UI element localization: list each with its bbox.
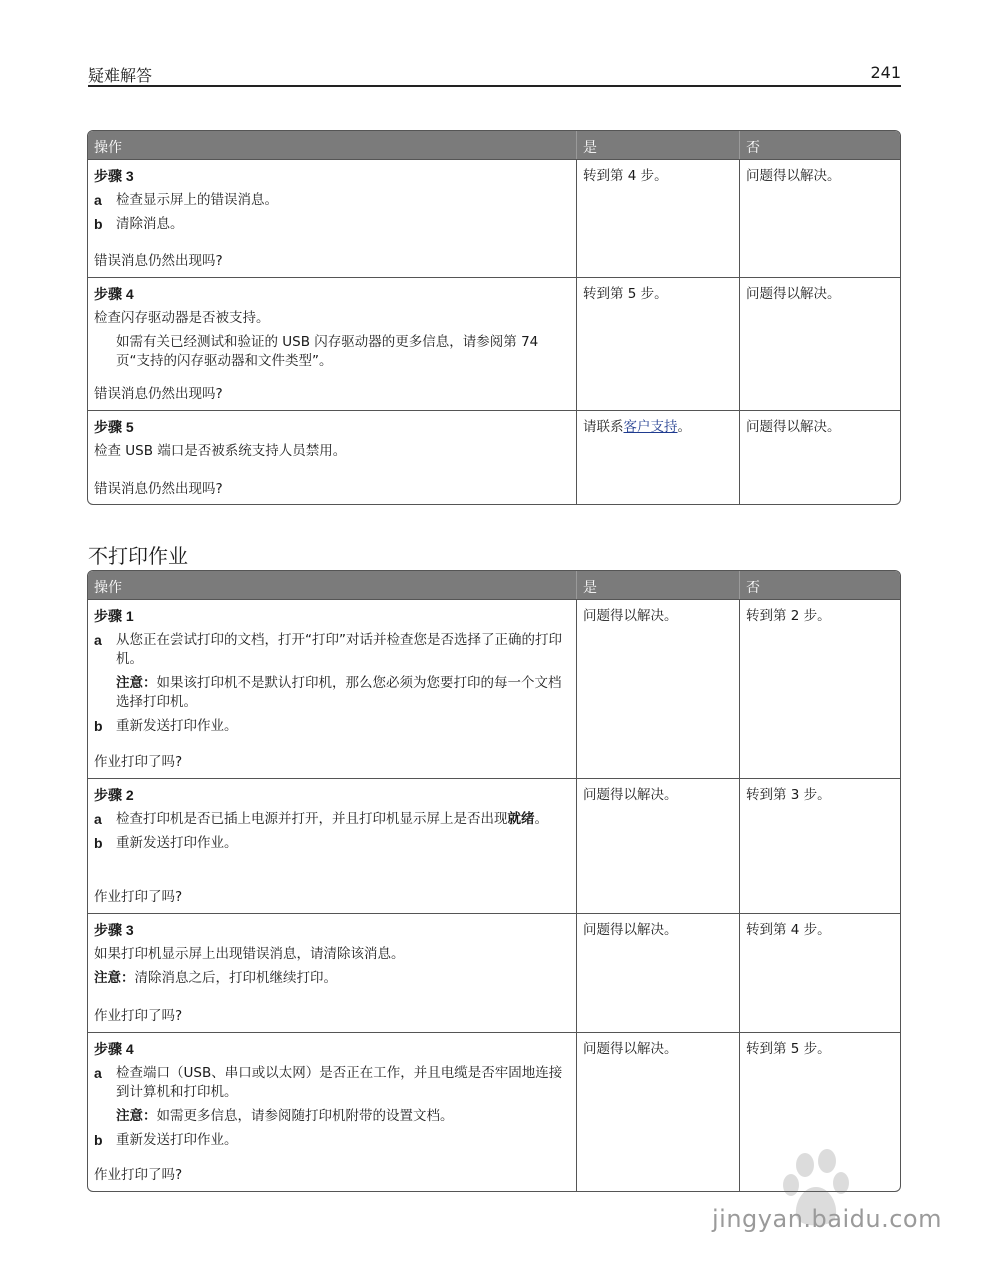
question: 错误消息仍然出现吗? — [94, 386, 223, 402]
instruction-text: 检查 USB 端口是否被系统支持人员禁用。 — [94, 443, 347, 459]
section-title: 不打印作业 — [88, 544, 188, 568]
instruction-text: 检查闪存驱动器是否被支持。 — [94, 310, 270, 326]
sub-step-b — [94, 834, 570, 853]
header-title: 疑难解答 — [88, 66, 153, 85]
yes-prefix: 请联系 — [583, 419, 624, 435]
note-text: 清除消息之后，打印机继续打印。 — [134, 970, 337, 986]
sub-step-b — [94, 1131, 570, 1150]
customer-support-link[interactable]: 客户支持 — [623, 419, 678, 435]
step-title: 步骤 3 — [94, 922, 134, 938]
action-cell — [88, 779, 577, 913]
sub-step-text — [116, 810, 570, 829]
table-header — [88, 131, 900, 159]
header-no: 否 — [746, 140, 760, 156]
ready-status-text: 就绪 — [507, 811, 535, 827]
step-title: 步骤 2 — [94, 787, 134, 803]
yes-cell: 问题得以解决。 — [577, 914, 740, 1032]
sub-step-b — [94, 215, 570, 234]
sub-step-letter: b — [94, 718, 103, 734]
yes-cell: 转到第 4 步。 — [577, 160, 740, 277]
action-cell — [88, 600, 577, 778]
note — [94, 969, 570, 988]
watermark-text: jingyan.baidu.com — [712, 1205, 942, 1233]
no-cell: 转到第 5 步。 — [746, 1041, 831, 1057]
note — [94, 674, 570, 712]
sub-step-letter: a — [94, 192, 102, 208]
no-cell: 问题得以解决。 — [746, 419, 841, 435]
sub-step-letter: b — [94, 1132, 103, 1148]
note-label: 注意： — [94, 970, 135, 986]
yes-cell: 转到第 5 步。 — [577, 278, 740, 410]
table-row — [88, 410, 900, 505]
yes-suffix: 。 — [677, 419, 691, 435]
sub-step-letter: a — [94, 1065, 102, 1081]
sub-step-a — [94, 1064, 570, 1102]
yes-cell: 问题得以解决。 — [577, 779, 740, 913]
header-action: 操作 — [88, 131, 577, 159]
action-cell — [88, 411, 577, 505]
indented-info: 如需有关已经测试和验证的 USB 闪存驱动器的更多信息，请参阅第 74 页“支持的闪存驱动器和文件类型”。 — [116, 334, 539, 369]
sub-step-b — [94, 717, 570, 736]
action-cell — [88, 1033, 577, 1191]
yes-cell: 问题得以解决。 — [577, 1033, 740, 1191]
question: 作业打印了吗? — [94, 1167, 183, 1183]
troubleshooting-table-1 — [87, 130, 901, 505]
action-cell — [88, 914, 577, 1032]
step-title: 步骤 5 — [94, 419, 134, 435]
sub-step-text: 清除消息。 — [116, 216, 184, 232]
note-label: 注意： — [116, 1108, 157, 1124]
sub-step-a — [94, 631, 570, 669]
step-title: 步骤 4 — [94, 1041, 134, 1057]
header-action: 操作 — [88, 571, 577, 599]
page-number: 241 — [870, 63, 901, 82]
instruction-text: 如果打印机显示屏上出现错误消息，请清除该消息。 — [94, 946, 405, 962]
sub-step-text: 重新发送打印作业。 — [116, 718, 238, 734]
step-title: 步骤 1 — [94, 608, 134, 624]
question: 作业打印了吗? — [94, 1008, 183, 1024]
note — [94, 1107, 570, 1126]
table-row — [88, 599, 900, 778]
table-row — [88, 778, 900, 913]
sub-step-letter: b — [94, 216, 103, 232]
note-text: 如果该打印机不是默认打印机，那么您必须为您要打印的每一个文档选择打印机。 — [116, 675, 562, 710]
step-title: 步骤 3 — [94, 168, 134, 184]
sub-step-text: 检查端口（USB、串口或以太网）是否正在工作，并且电缆是否牢固地连接到计算机和打印机。 — [116, 1065, 563, 1100]
baidu-watermark-logo — [695, 1135, 935, 1255]
question: 错误消息仍然出现吗? — [94, 253, 223, 269]
no-cell: 转到第 2 步。 — [746, 608, 831, 624]
sub-step-a — [94, 810, 570, 829]
sub-step-letter: a — [94, 632, 102, 648]
sub-step-text: 检查显示屏上的错误消息。 — [116, 192, 278, 208]
sub-step-a — [94, 191, 570, 210]
sub-step-text-suffix: 。 — [534, 811, 548, 827]
question: 错误消息仍然出现吗? — [94, 481, 223, 497]
yes-cell: 问题得以解决。 — [577, 600, 740, 778]
troubleshooting-table-2 — [87, 570, 901, 1192]
yes-cell — [577, 411, 740, 505]
sub-step-text: 从您正在尝试打印的文档，打开“打印”对话并检查您是否选择了正确的打印机。 — [116, 632, 562, 667]
sub-step-text: 重新发送打印作业。 — [116, 1132, 238, 1148]
header-yes: 是 — [577, 131, 740, 159]
note-label: 注意： — [116, 675, 157, 691]
no-cell: 转到第 3 步。 — [746, 787, 831, 803]
question: 作业打印了吗? — [94, 889, 183, 905]
header-rule — [88, 85, 901, 87]
no-cell: 问题得以解决。 — [746, 286, 841, 302]
sub-step-text: 重新发送打印作业。 — [116, 835, 238, 851]
table-header — [88, 571, 900, 599]
question: 作业打印了吗? — [94, 754, 183, 770]
step-title: 步骤 4 — [94, 286, 134, 302]
note-text: 如需更多信息，请参阅随打印机附带的设置文档。 — [156, 1108, 454, 1124]
table-row — [88, 159, 900, 277]
action-cell — [88, 278, 577, 410]
no-cell: 问题得以解决。 — [746, 168, 841, 184]
header-no: 否 — [746, 580, 760, 596]
sub-step-text-prefix: 检查打印机是否已插上电源并打开，并且打印机显示屏上是否出现 — [116, 811, 508, 827]
table-row — [88, 277, 900, 410]
sub-step-letter: a — [94, 811, 102, 827]
table-row — [88, 913, 900, 1032]
sub-step-letter: b — [94, 835, 103, 851]
no-cell: 转到第 4 步。 — [746, 922, 831, 938]
header-yes: 是 — [577, 571, 740, 599]
action-cell — [88, 160, 577, 277]
